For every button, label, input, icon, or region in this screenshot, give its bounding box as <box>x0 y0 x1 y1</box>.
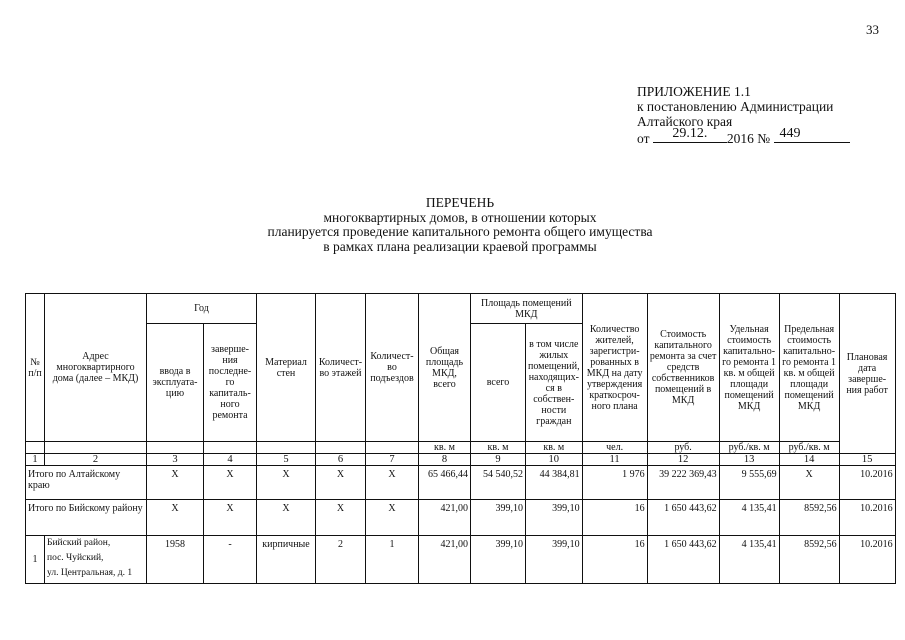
header-floors: Количест-во этажей <box>316 294 366 442</box>
column-number-row <box>26 454 896 466</box>
unit-cell: руб./кв. м <box>779 442 839 454</box>
column-number: 12 <box>647 454 719 466</box>
header-year-group: Год <box>147 294 257 324</box>
title-line-1: ПЕРЕЧЕНЬ <box>425 195 495 210</box>
cell: 54 540,52 <box>471 466 526 500</box>
year-label: 2016 № <box>726 131 771 146</box>
column-number: 14 <box>779 454 839 466</box>
cell: 39 222 369,43 <box>647 466 719 500</box>
header-premises-group: Площадь помещений МКД <box>471 294 583 324</box>
header-premises-residential: в том числе жилых помещений, находящих-ся в собствен-ности граждан <box>526 324 583 442</box>
header-unit-cost: Удельная стоимость капитально-го ремонта 1 кв. м общей площади помещений МКД <box>719 294 779 442</box>
cell: 4 135,41 <box>719 536 779 584</box>
cell: Х <box>204 500 257 536</box>
unit-cell: кв. м <box>471 442 526 454</box>
column-number: 6 <box>316 454 366 466</box>
cell: 1958 <box>147 536 204 584</box>
cell: 399,10 <box>526 500 583 536</box>
appendix-date-line <box>637 126 850 146</box>
cell: Х <box>257 500 316 536</box>
unit-cell: чел. <box>582 442 647 454</box>
header-total-area: Общая площадь МКД, всего <box>419 294 471 442</box>
total-region-label: Итого по Алтайскому краю <box>26 466 147 500</box>
header-year-last-repair: заверше-ния последне-го капиталь-ного ремонта <box>204 324 257 442</box>
table-row <box>26 536 896 584</box>
column-number: 4 <box>204 454 257 466</box>
header-cost: Стоимость капитального ремонта за счет средств собственников помещений в МКД <box>647 294 719 442</box>
column-number: 7 <box>366 454 419 466</box>
cell: Х <box>204 466 257 500</box>
from-label: от <box>637 131 650 146</box>
column-number: 2 <box>45 454 147 466</box>
header-year-commissioned: ввода в эксплуата-цию <box>147 324 204 442</box>
column-number: 11 <box>582 454 647 466</box>
cell: Х <box>147 466 204 500</box>
cell: 8592,56 <box>779 536 839 584</box>
houses-table <box>25 293 896 584</box>
cell: 9 555,69 <box>719 466 779 500</box>
appendix-line-3: Алтайского края <box>637 114 733 129</box>
cell: 10.2016 <box>839 536 895 584</box>
cell: 399,10 <box>471 536 526 584</box>
number-handwritten: 449 <box>779 126 801 141</box>
cell: 1 976 <box>582 466 647 500</box>
cell: 421,00 <box>419 536 471 584</box>
cell: 16 <box>582 536 647 584</box>
column-number: 3 <box>147 454 204 466</box>
cell: 4 135,41 <box>719 500 779 536</box>
cell: кирпичные <box>257 536 316 584</box>
appendix-title: ПРИЛОЖЕНИЕ 1.1 <box>637 84 751 99</box>
cell: 16 <box>582 500 647 536</box>
table-row <box>26 466 896 500</box>
column-number: 15 <box>839 454 895 466</box>
column-number: 5 <box>257 454 316 466</box>
column-number: 9 <box>471 454 526 466</box>
cell: 44 384,81 <box>526 466 583 500</box>
cell: Х <box>779 466 839 500</box>
cell: Х <box>316 466 366 500</box>
cell: - <box>204 536 257 584</box>
page-number: 33 <box>866 22 879 37</box>
unit-cell: руб./кв. м <box>719 442 779 454</box>
column-number: 8 <box>419 454 471 466</box>
date-blank <box>653 126 727 143</box>
cell: 2 <box>316 536 366 584</box>
unit-cell: кв. м <box>419 442 471 454</box>
header-num: № п/п <box>26 294 45 442</box>
address-line: пос. Чуйский, <box>47 553 104 563</box>
title-line-2: многоквартирных домов, в отношении которых <box>323 209 597 225</box>
address-cell <box>45 536 147 584</box>
cell: 8592,56 <box>779 500 839 536</box>
header-wall-material: Материал стен <box>257 294 316 442</box>
document-title <box>200 196 720 254</box>
appendix-header <box>637 84 850 146</box>
column-number: 13 <box>719 454 779 466</box>
row-number: 1 <box>26 536 45 584</box>
header-address: Адрес многоквартирного дома (далее – МКД) <box>45 294 147 442</box>
cell: 10.2016 <box>839 466 895 500</box>
unit-cell: кв. м <box>526 442 583 454</box>
address-line: Бийский район, <box>47 538 111 548</box>
cell: 1 650 443,62 <box>647 500 719 536</box>
cell: 421,00 <box>419 500 471 536</box>
date-handwritten: 29.12. <box>672 126 708 141</box>
number-blank <box>774 126 850 143</box>
cell: 1 <box>366 536 419 584</box>
column-number: 10 <box>526 454 583 466</box>
header-planned-date: Плановая дата заверше-ния работ <box>839 294 895 454</box>
column-number: 1 <box>26 454 45 466</box>
header-premises-total: всего <box>471 324 526 442</box>
address-line: ул. Центральная, д. 1 <box>47 568 133 578</box>
table-row <box>26 500 896 536</box>
title-line-3: планируется проведение капитального ремонта общего имущества <box>267 224 653 239</box>
cell: Х <box>366 466 419 500</box>
total-district-label: Итого по Бийскому району <box>26 500 147 536</box>
title-line-4: в рамках плана реализации краевой программы <box>323 238 597 254</box>
cell: Х <box>147 500 204 536</box>
cell: 399,10 <box>526 536 583 584</box>
appendix-line-2: к постановлению Администрации <box>637 99 834 114</box>
cell: Х <box>366 500 419 536</box>
unit-cell: руб. <box>647 442 719 454</box>
header-residents: Количество жителей, зарегистри-рованных в МКД на дату утверждения краткосроч-ного плана <box>582 294 647 442</box>
cell: Х <box>316 500 366 536</box>
header-max-cost: Предельная стоимость капитально-го ремонта 1 кв. м общей площади помещений МКД <box>779 294 839 442</box>
cell: 65 466,44 <box>419 466 471 500</box>
cell: 1 650 443,62 <box>647 536 719 584</box>
cell: 399,10 <box>471 500 526 536</box>
cell: Х <box>257 466 316 500</box>
cell: 10.2016 <box>839 500 895 536</box>
header-entrances: Количест-во подъездов <box>366 294 419 442</box>
